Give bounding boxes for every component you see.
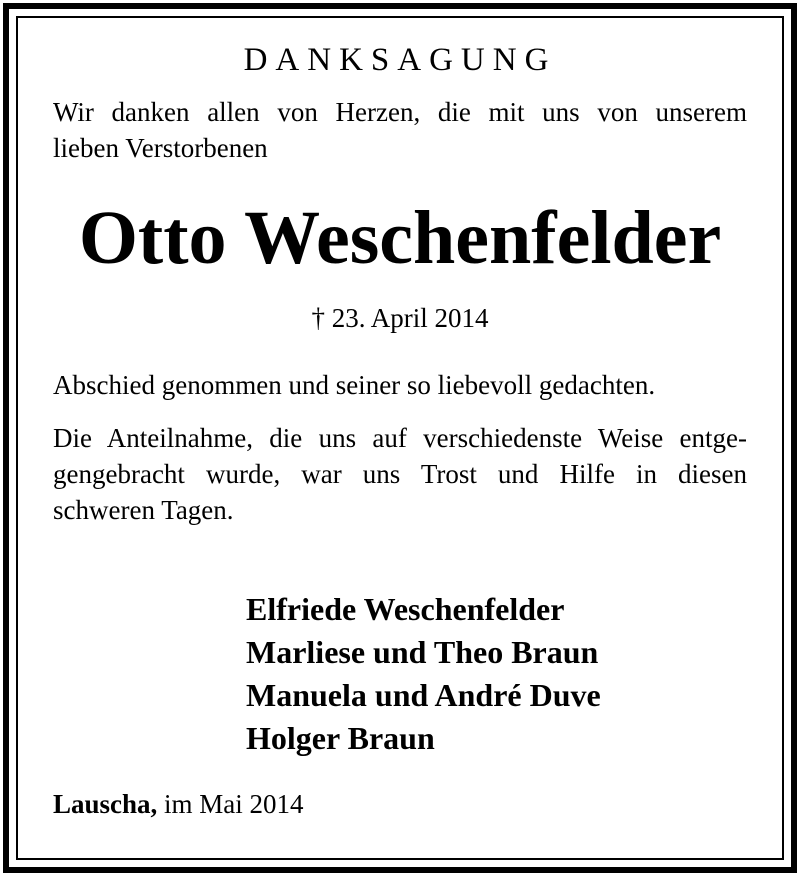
place-name: Lauscha, [53, 789, 158, 819]
intro-paragraph [53, 94, 747, 166]
signers-list [246, 588, 601, 760]
place-date-line [53, 786, 304, 822]
notice-heading: DANKSAGUNG [243, 42, 557, 78]
signer-name: Marliese und Theo Braun [246, 634, 599, 670]
intro-line: lieben Verstorbenen [53, 133, 268, 163]
thanks-line: Die Anteilnahme, die uns auf verschiedenste Weise entge- [53, 423, 747, 453]
farewell-line: Abschied genommen und seiner so liebevoll gedachten. [53, 370, 656, 400]
thanks-line: gengebracht wurde, war uns Trost und Hilfe in diesen [53, 459, 747, 489]
signer-name: Holger Braun [246, 720, 435, 756]
thanks-line: schweren Tagen. [53, 495, 234, 525]
thanks-paragraph [53, 420, 747, 528]
farewell-paragraph [53, 367, 747, 403]
deceased-name: Otto Weschenfelder [78, 196, 722, 280]
signer-name: Elfriede Weschenfelder [246, 591, 565, 627]
intro-line: Wir danken allen von Herzen, die mit uns von unserem [53, 97, 747, 127]
death-date: † 23. April 2014 [311, 303, 489, 333]
signer-name: Manuela und André Duve [246, 677, 601, 713]
notice-date: im Mai 2014 [164, 789, 304, 819]
